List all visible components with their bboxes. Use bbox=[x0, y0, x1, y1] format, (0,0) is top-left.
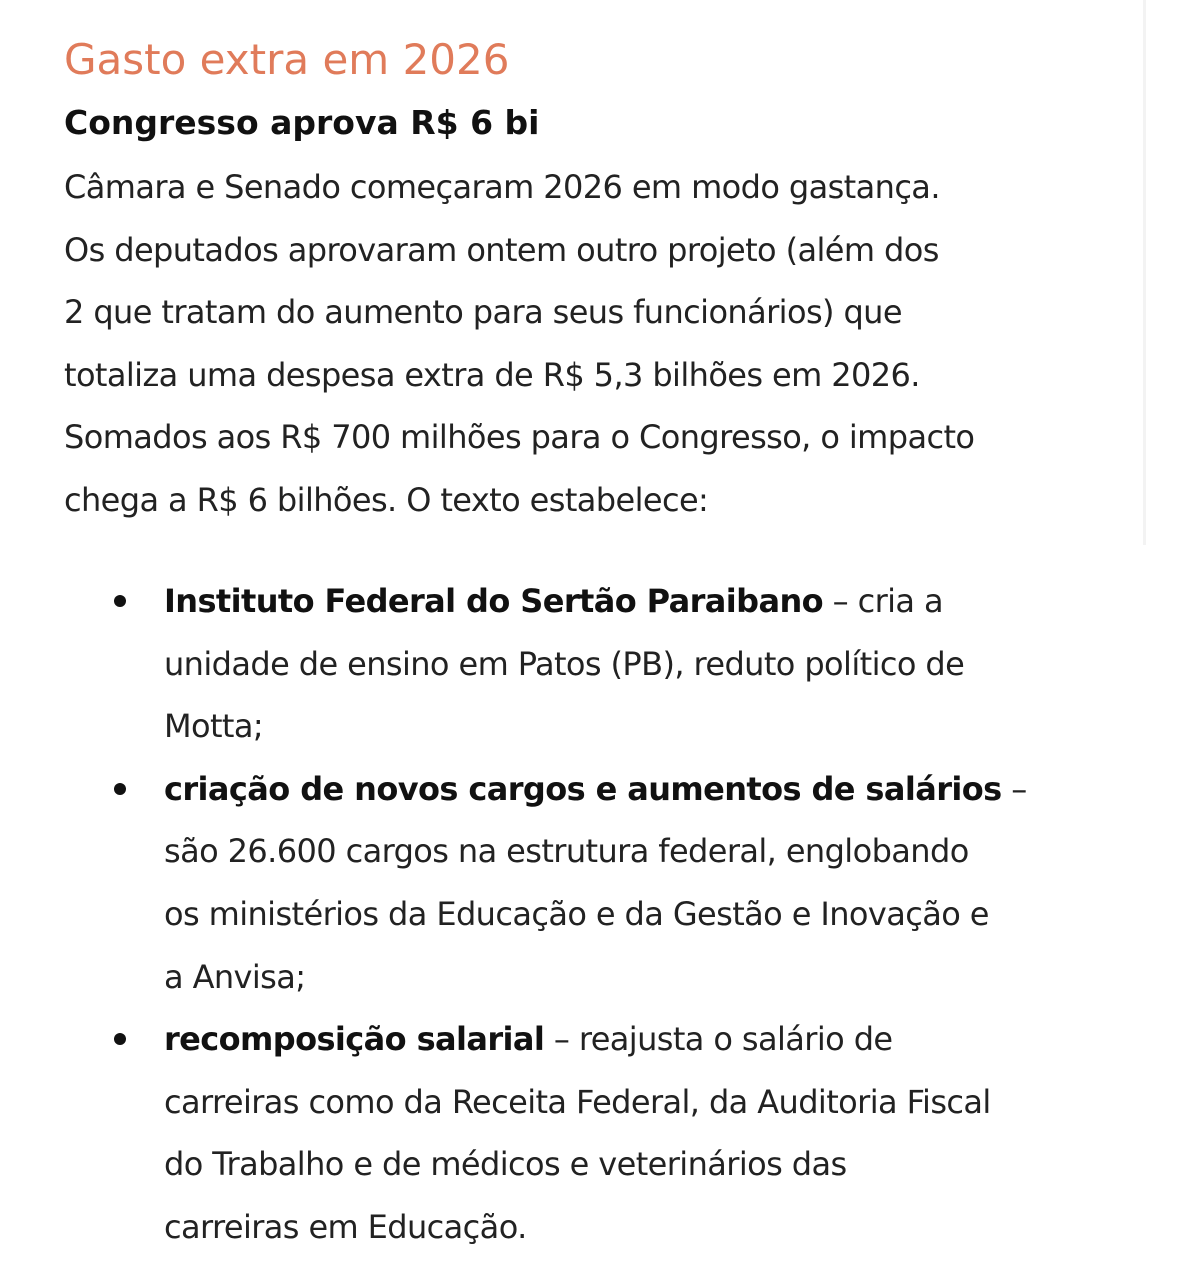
bullet-list bbox=[164, 570, 1184, 1259]
headline: Congresso aprova R$ 6 bi bbox=[64, 103, 540, 142]
bullet-lead-text: – bbox=[1001, 769, 1027, 808]
bullet-bold-label: recomposição salarial bbox=[164, 1020, 545, 1059]
intro-line: totaliza uma despesa extra de R$ 5,3 bilhões em 2026. bbox=[64, 355, 920, 394]
bullet-first-line bbox=[164, 570, 1184, 633]
bullet-lead-text: – reajusta o salário de bbox=[544, 1020, 893, 1059]
list-item bbox=[164, 758, 1184, 1008]
intro-line: Os deputados aprovaram ontem outro projeto (além dos bbox=[64, 230, 939, 269]
bullet-line: são 26.600 cargos na estrutura federal, englobando bbox=[164, 832, 969, 871]
intro-line: 2 que tratam do aumento para seus funcionários) que bbox=[64, 293, 902, 332]
intro-line: Somados aos R$ 700 milhões para o Congresso, o impacto bbox=[64, 418, 975, 457]
bullet-line: do Trabalho e de médicos e veterinários das bbox=[164, 1145, 847, 1184]
bullet-line: carreiras como da Receita Federal, da Auditoria Fiscal bbox=[164, 1082, 991, 1121]
news-card bbox=[0, 0, 1146, 545]
intro-line: chega a R$ 6 bilhões. O texto estabelece: bbox=[64, 480, 709, 519]
section-kicker: Gasto extra em 2026 bbox=[64, 35, 510, 84]
bullet-line: carreiras em Educação. bbox=[164, 1207, 527, 1246]
bullet-line: a Anvisa; bbox=[164, 957, 306, 996]
bullet-line: unidade de ensino em Patos (PB), reduto político de bbox=[164, 644, 965, 683]
intro-line: Câmara e Senado começaram 2026 em modo gastança. bbox=[64, 168, 940, 206]
bullet-first-line bbox=[164, 1008, 1184, 1071]
bullet-dot-icon bbox=[114, 1033, 126, 1045]
bullet-bold-label: criação de novos cargos e aumentos de salários bbox=[164, 769, 1002, 808]
bullet-dot-icon bbox=[114, 595, 126, 607]
bullet-bold-label: Instituto Federal do Sertão Paraibano bbox=[164, 582, 824, 620]
bullet-first-line bbox=[164, 758, 1184, 821]
list-item bbox=[164, 1008, 1184, 1258]
bullet-line: Motta; bbox=[164, 707, 264, 746]
bullet-lead-text: – cria a bbox=[823, 582, 944, 620]
list-item bbox=[164, 570, 1184, 758]
intro-paragraph bbox=[64, 156, 1139, 532]
bullet-line: os ministérios da Educação e da Gestão e Inovação e bbox=[164, 894, 989, 933]
bullet-dot-icon bbox=[114, 783, 126, 795]
